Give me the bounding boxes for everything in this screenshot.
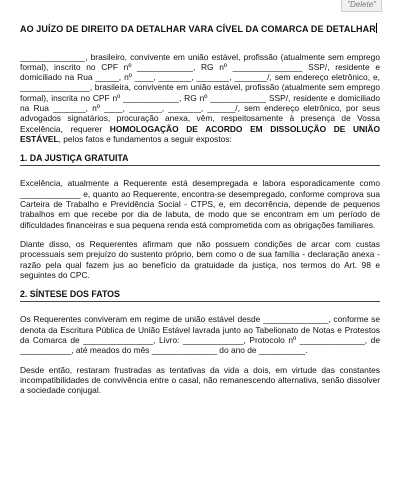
document-title[interactable] bbox=[20, 23, 380, 36]
section-1-paragraph-2: Diante disso, os Requerentes afirmam que não possuem condições de arcar com custas processuais sem prejuízo do sustento próprio, bem como o de sua família - declaração anexa - razão pela qual fazem jus ao benefício da gratuidade da justiça, nos termos do Art. 98 e seguintes do CPC. bbox=[20, 238, 380, 280]
intro-text: ______________, brasileiro, convivente em união estável, profissão (atualmente sem emprego formal), inscrito no CPF nº ____________, RG nº _______________ SSP/, residente e domiciliado na Rua _____, nº ____, _______, _______, _______/, sem endereço eletrônico, e, _______________, brasileira, convivente em união estável, profissão (atualmente sem emprego formal), inscrita no CPF nº ____________, RG nº ____________ SSP/, residente e domiciliado na Rua _______, nº ____, _______, _______, ______/, sem endereço eletrônico, por seus advogados signatários, procuração anexa, vêm, respeitosamente à presença de Vossa Excelência, requerer bbox=[20, 51, 380, 134]
section-1-paragraph-1: Excelência, atualmente a Requerente está desempregada e labora esporadicamente como _____________ e, quanto ao Requerente, encontra-se desempregado, conforme comprova sua Carteira de Trabalho e Previdência Social - CTPS, e, em decorrência, depende de pequenos trabalhos em que recebe por dia de labuta, de modo que se encontram em um período de dificuldades financeiras e sua pequena renda está comprometida com as obrigações familiares. bbox=[20, 178, 380, 230]
delete-tag[interactable]: "Delete" bbox=[341, 0, 382, 12]
text-cursor bbox=[376, 23, 377, 33]
request-title: HOMOLOGAÇÃO DE ACORDO EM DISSOLUÇÃO DE UNIÃO ESTÁVEL bbox=[20, 123, 380, 144]
section-2-paragraph-1: Os Requerentes conviveram em regime de união estável desde ______________, conforme se denota da Escritura Pública de União Estável lavrada junto ao Tabelionato de Notas e Protestos da Comarca de _______________, Livro: _____________, Protocolo nº ______________, de ___________, até meados do mês ______________ do ano de __________. bbox=[20, 314, 380, 356]
intro-closing: , pelos fatos e fundamentos a seguir expostos: bbox=[58, 133, 232, 144]
intro-paragraph bbox=[20, 52, 380, 145]
section-2-paragraph-2: Desde então, restaram frustradas as tentativas da vida a dois, em virtude das constantes incompatibilidades de convivência entre o casal, não remanescendo alternativa, senão dissolver a sociedade conjugal. bbox=[20, 364, 380, 396]
section-2-heading: 2. SÍNTESE DOS FATOS bbox=[20, 289, 380, 302]
section-1-heading: 1. DA JUSTIÇA GRATUITA bbox=[20, 153, 380, 166]
document-title-text: AO JUÍZO DE DIREITO DA DETALHAR VARA CÍVEL DA COMARCA DE DETALHAR bbox=[20, 24, 376, 34]
document-body bbox=[20, 23, 380, 405]
